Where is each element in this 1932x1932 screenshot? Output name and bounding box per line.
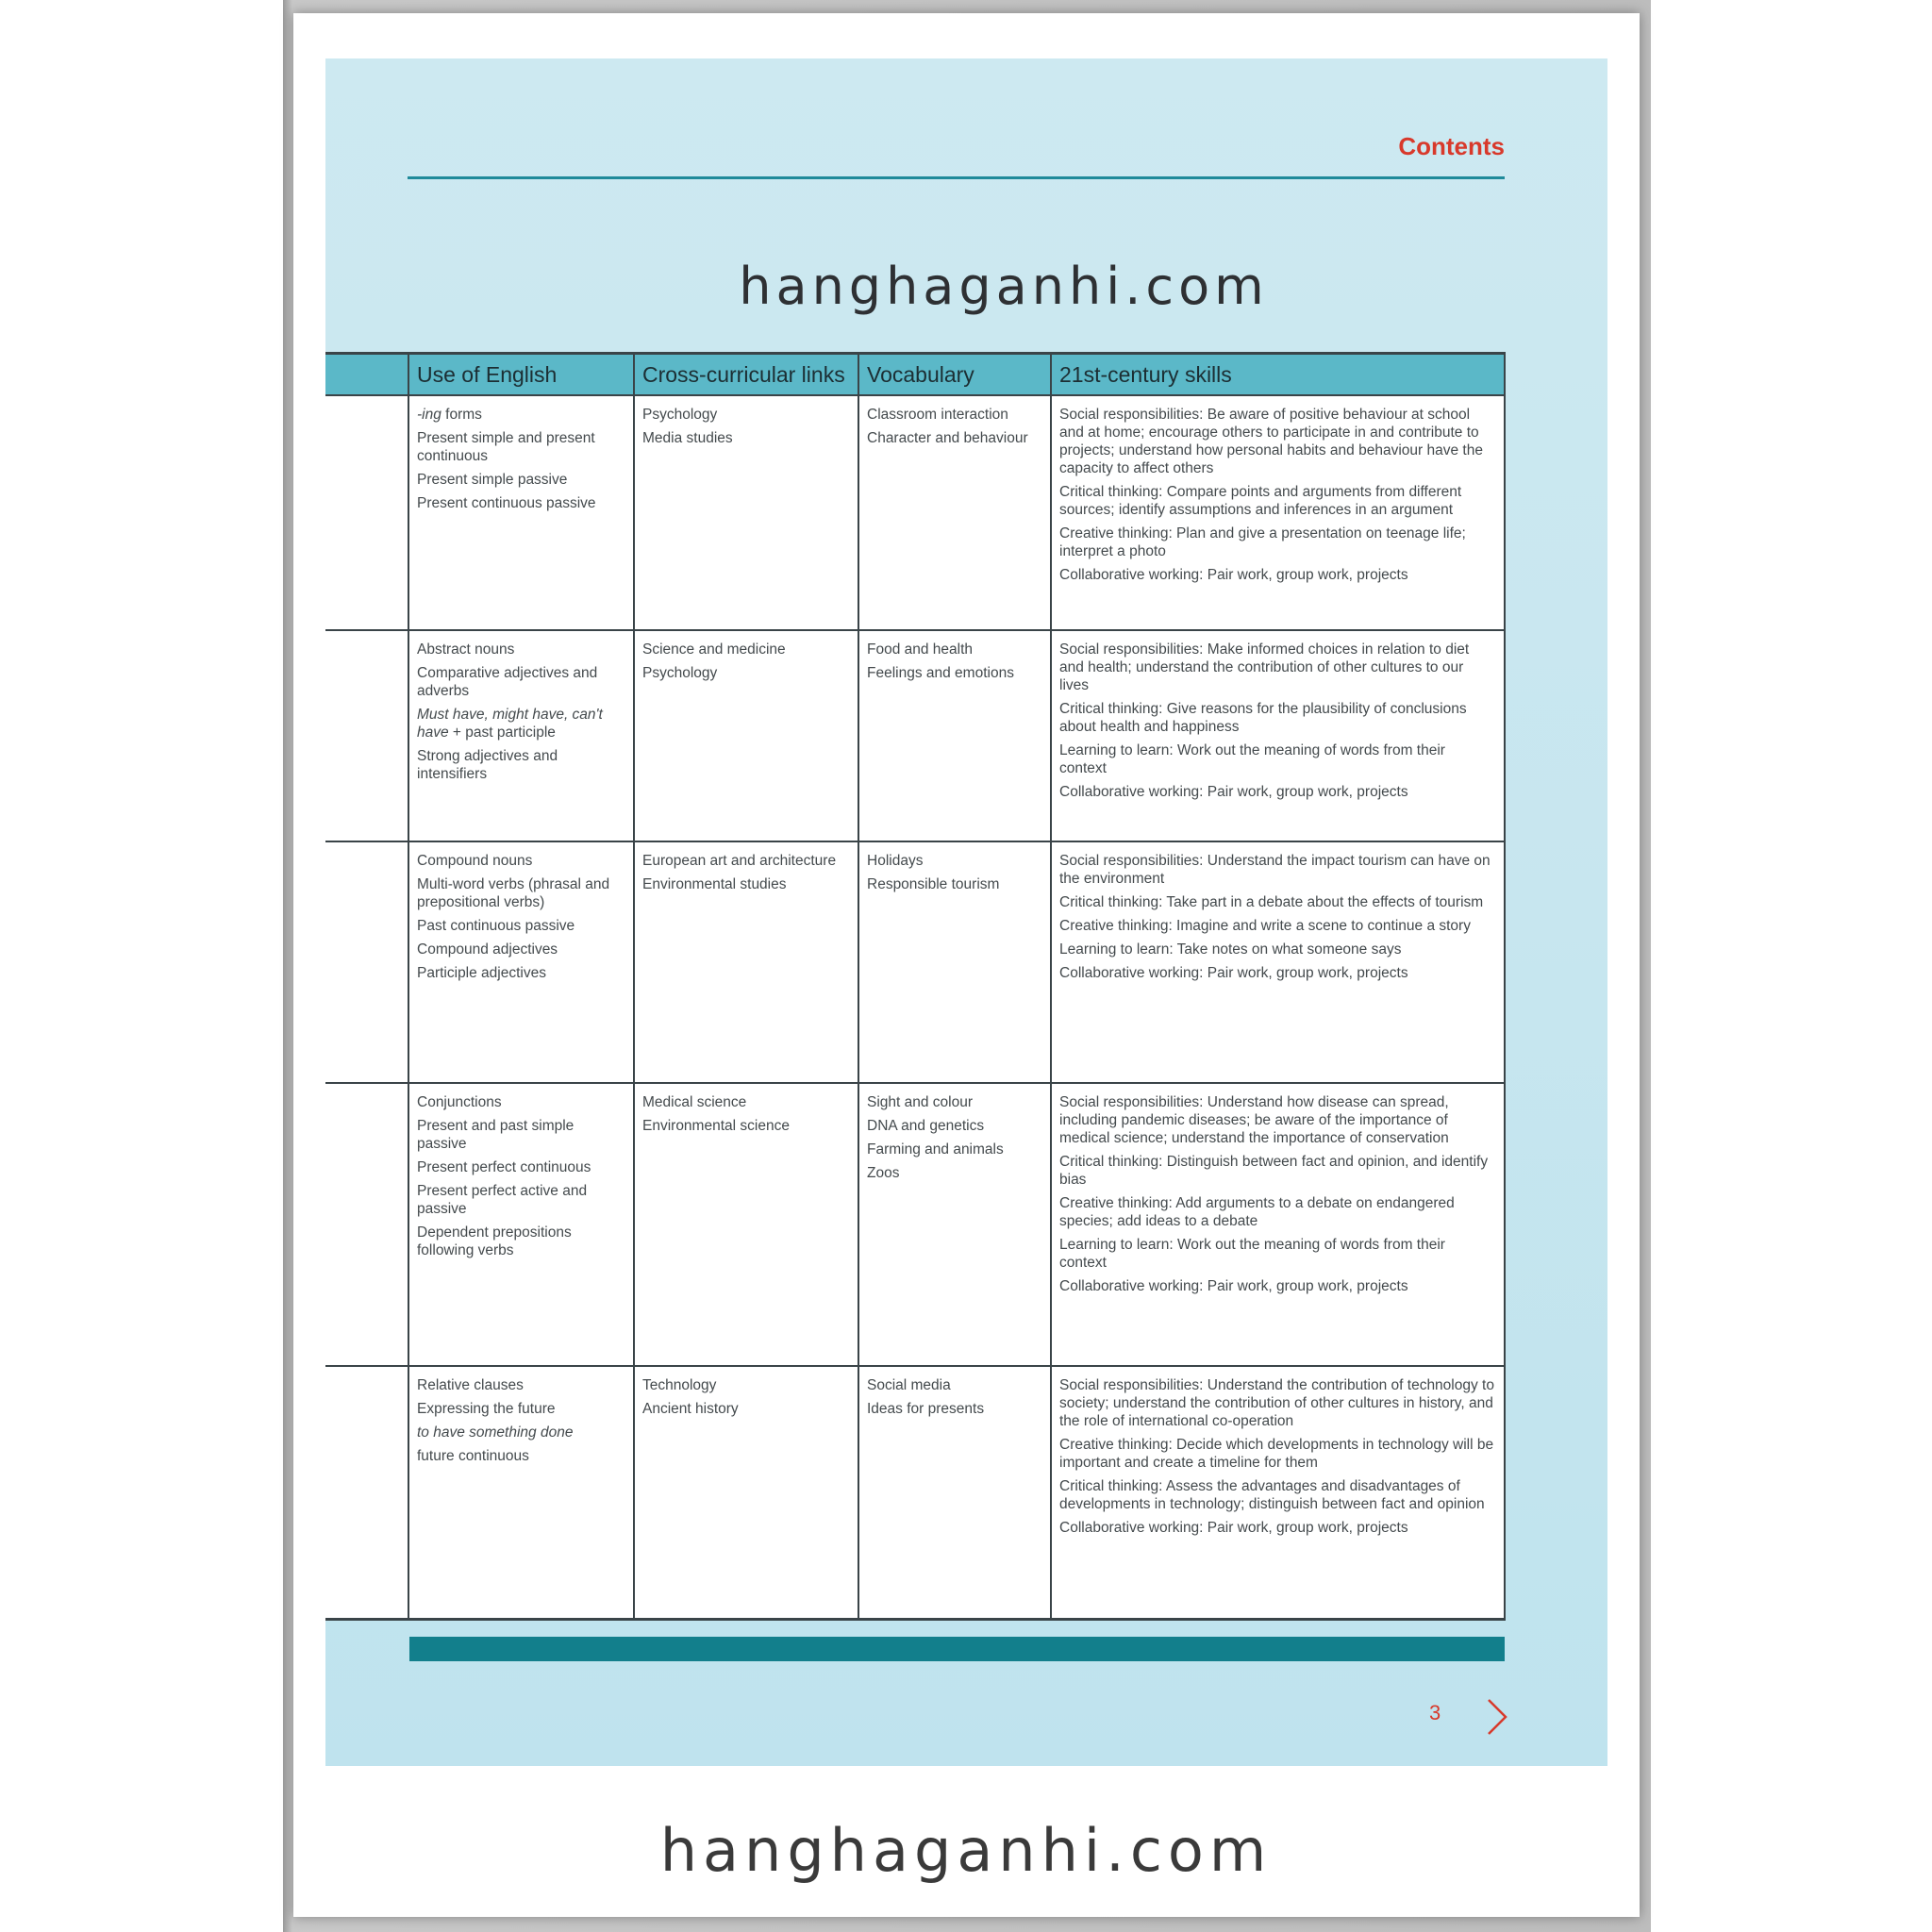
vocabulary-cell	[858, 1366, 1051, 1620]
page-number: 3	[1429, 1701, 1441, 1724]
grammar-item: Dependent prepositions following verbs	[417, 1224, 572, 1258]
table-row	[325, 395, 1505, 630]
column-header-cross-curricular: Cross-curricular links	[634, 354, 858, 396]
watermark-bottom: hanghaganhi.com	[659, 1816, 1273, 1885]
column-header-vocabulary: Vocabulary	[858, 354, 1051, 396]
cross-curricular-cell	[634, 1083, 858, 1366]
vocabulary-cell	[858, 1083, 1051, 1366]
column-header-skills: 21st-century skills	[1051, 354, 1505, 396]
skill-item: Creative thinking: Decide which developments in technology will be important and create a timeline for them	[1059, 1437, 1494, 1471]
vocabulary-item: Responsible tourism	[867, 876, 1000, 892]
cross-curricular-item: Ancient history	[642, 1401, 739, 1417]
skill-item: Collaborative working: Pair work, group work, projects	[1059, 965, 1408, 981]
cross-curricular-item: Psychology	[642, 665, 718, 681]
table-row	[325, 630, 1505, 841]
use-of-english-cell	[408, 1083, 634, 1366]
skill-item: Social responsibilities: Make informed choices in relation to diet and health; understand the contribution of other cultures to our lives	[1059, 641, 1470, 693]
skill-item: Social responsibilities: Understand the contribution of technology to society; understand the contribution of other cultures in history, and the role of international co-operation	[1059, 1377, 1494, 1429]
skill-item: Critical thinking: Give reasons for the plausibility of conclusions about health and happiness	[1059, 701, 1467, 735]
vocabulary-item: DNA and genetics	[867, 1118, 985, 1134]
use-of-english-cell	[408, 1366, 634, 1620]
use-of-english-cell	[408, 630, 634, 841]
skills-cell	[1051, 630, 1505, 841]
unit-cell-blank	[325, 630, 408, 841]
vocabulary-item: Farming and animals	[867, 1141, 1004, 1158]
skills-cell	[1051, 1366, 1505, 1620]
grammar-item-italic: -ing	[417, 407, 441, 423]
cross-curricular-item: Environmental studies	[642, 876, 787, 892]
table-row	[325, 1083, 1505, 1366]
column-header-use-of-english: Use of English	[408, 354, 634, 396]
cross-curricular-item: Medical science	[642, 1094, 747, 1110]
grammar-item: Present and past simple passive	[417, 1118, 575, 1152]
table-row	[325, 841, 1505, 1083]
header-rule	[408, 176, 1505, 179]
skill-item: Critical thinking: Assess the advantages and disadvantages of developments in technology; distinguish between fact and opinion	[1059, 1478, 1485, 1512]
vocabulary-item: Social media	[867, 1377, 951, 1393]
grammar-item: to have something done	[417, 1424, 574, 1441]
vocabulary-item: Sight and colour	[867, 1094, 974, 1110]
cross-curricular-cell	[634, 841, 858, 1083]
skill-item: Collaborative working: Pair work, group work, projects	[1059, 567, 1408, 583]
grammar-item: future continuous	[417, 1448, 529, 1464]
grammar-item	[417, 706, 625, 741]
skill-item: Creative thinking: Plan and give a presentation on teenage life; interpret a photo	[1059, 525, 1466, 559]
contents-table	[325, 352, 1506, 1621]
skill-item: Learning to learn: Work out the meaning of words from their context	[1059, 1237, 1445, 1271]
skill-item: Social responsibilities: Understand the impact tourism can have on the environment	[1059, 853, 1491, 887]
skills-cell	[1051, 841, 1505, 1083]
skill-item: Social responsibilities: Be aware of positive behaviour at school and at home; encourage others to participate in and contribute to projects; understand how personal habits and behaviour have the capacity to affect others	[1059, 407, 1483, 476]
vocabulary-item: Holidays	[867, 853, 924, 869]
vocabulary-item: Character and behaviour	[867, 430, 1028, 446]
grammar-item: Comparative adjectives and adverbs	[417, 665, 598, 699]
skill-item: Critical thinking: Compare points and arguments from different sources; identify assumptions and inferences in an argument	[1059, 484, 1462, 518]
grammar-item: Expressing the future	[417, 1401, 556, 1417]
skill-item: Creative thinking: Imagine and write a scene to continue a story	[1059, 918, 1471, 934]
grammar-item: Past continuous passive	[417, 918, 575, 934]
skills-cell	[1051, 395, 1505, 630]
skill-item: Collaborative working: Pair work, group work, projects	[1059, 1520, 1408, 1536]
grammar-item: Compound nouns	[417, 853, 533, 869]
grammar-item: Present simple and present continuous	[417, 430, 595, 464]
grammar-item: Compound adjectives	[417, 941, 558, 958]
skill-item: Collaborative working: Pair work, group work, projects	[1059, 1278, 1408, 1294]
vocabulary-item: Classroom interaction	[867, 407, 1008, 423]
vocabulary-item: Food and health	[867, 641, 974, 658]
chevron-right-icon[interactable]	[1486, 1698, 1508, 1736]
cross-curricular-item: Science and medicine	[642, 641, 786, 658]
skill-item: Collaborative working: Pair work, group work, projects	[1059, 784, 1408, 800]
unit-cell-blank	[325, 841, 408, 1083]
cross-curricular-item: Media studies	[642, 430, 733, 446]
grammar-item: Present perfect active and passive	[417, 1183, 588, 1217]
cross-curricular-item: Environmental science	[642, 1118, 790, 1134]
grammar-item: Present simple passive	[417, 472, 568, 488]
vocabulary-cell	[858, 841, 1051, 1083]
footer-bar	[409, 1637, 1505, 1661]
skill-item: Critical thinking: Take part in a debate about the effects of tourism	[1059, 894, 1484, 910]
unit-cell-blank	[325, 395, 408, 630]
skill-item: Learning to learn: Work out the meaning of words from their context	[1059, 742, 1445, 776]
page-title: Contents	[1398, 132, 1505, 160]
cross-curricular-item: Technology	[642, 1377, 717, 1393]
grammar-item-rest: + past participle	[448, 724, 556, 741]
vocabulary-cell	[858, 395, 1051, 630]
grammar-item: Strong adjectives and intensifiers	[417, 748, 558, 782]
unit-cell-blank	[325, 1083, 408, 1366]
cross-curricular-cell	[634, 395, 858, 630]
vocabulary-item: Ideas for presents	[867, 1401, 985, 1417]
grammar-item: Relative clauses	[417, 1377, 524, 1393]
cross-curricular-cell	[634, 630, 858, 841]
grammar-item: Conjunctions	[417, 1094, 502, 1110]
grammar-item-rest: forms	[441, 407, 482, 423]
grammar-item: Present continuous passive	[417, 495, 596, 511]
use-of-english-cell	[408, 841, 634, 1083]
watermark-top: hanghaganhi.com	[739, 257, 1269, 316]
cross-curricular-cell	[634, 1366, 858, 1620]
grammar-item: Multi-word verbs (phrasal and prepositional verbs)	[417, 876, 610, 910]
vocabulary-cell	[858, 630, 1051, 841]
skill-item: Social responsibilities: Understand how disease can spread, including pandemic diseases; be aware of the importance of medical science; understand the importance of conservation	[1059, 1094, 1449, 1146]
skill-item: Creative thinking: Add arguments to a debate on endangered species; add ideas to a debate	[1059, 1195, 1455, 1229]
cross-curricular-item: European art and architecture	[642, 853, 837, 869]
cross-curricular-item: Psychology	[642, 407, 718, 423]
grammar-item	[417, 406, 625, 424]
table-row	[325, 1366, 1505, 1620]
column-header-blank	[325, 354, 408, 396]
grammar-item: Abstract nouns	[417, 641, 515, 658]
skill-item: Critical thinking: Distinguish between fact and opinion, and identify bias	[1059, 1154, 1489, 1188]
table-header-row	[325, 354, 1505, 396]
grammar-item-italic: Must have, might have, can't have	[417, 707, 603, 741]
unit-cell-blank	[325, 1366, 408, 1620]
vocabulary-item: Feelings and emotions	[867, 665, 1014, 681]
skills-cell	[1051, 1083, 1505, 1366]
skill-item: Learning to learn: Take notes on what someone says	[1059, 941, 1402, 958]
grammar-item: Present perfect continuous	[417, 1159, 591, 1175]
vocabulary-item: Zoos	[867, 1165, 900, 1181]
grammar-item: Participle adjectives	[417, 965, 546, 981]
use-of-english-cell	[408, 395, 634, 630]
